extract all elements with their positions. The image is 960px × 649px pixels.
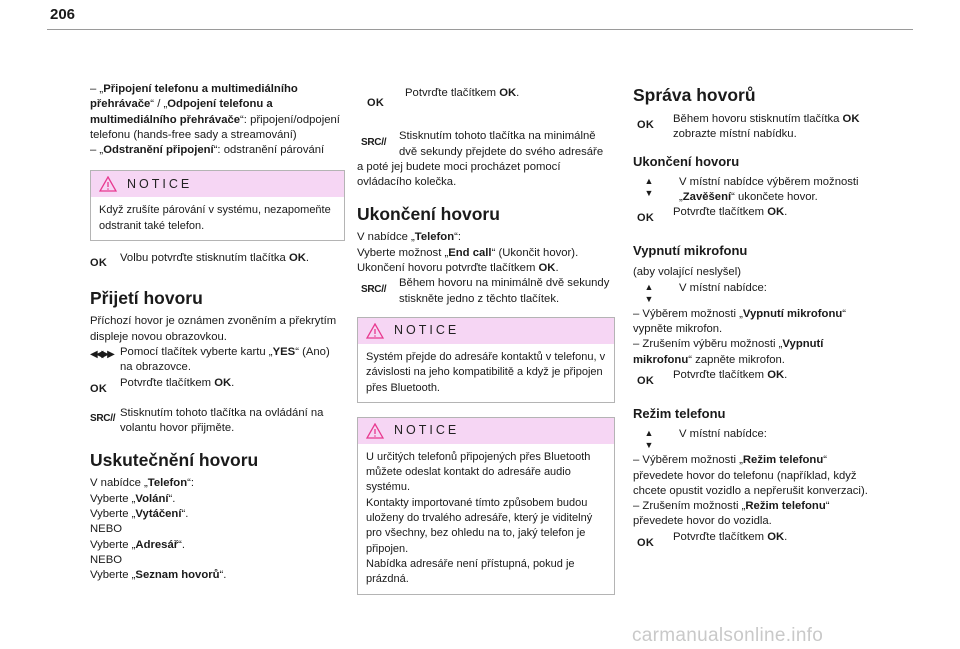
- notice-header: [358, 418, 614, 444]
- mute-step-1: – Výběrem možnosti „Vypnutí mikrofonu“ vypněte mikrofon.: [633, 307, 847, 336]
- subheading-mute: Vypnutí mikrofonu: [633, 243, 748, 259]
- list-item-remove: – „Odstranění připojení“: odstranění párování: [90, 144, 325, 157]
- manage-text: Během hovoru stisknutím tlačítka OK zobrazte místní nabídku.: [673, 113, 860, 141]
- src-text: Stisknutím tohoto tlačítka na ovládání na volantu hovor přijměte.: [120, 406, 324, 435]
- notice-body: Systém přejde do adresáře kontaktů v telefonu, v závislosti na jeho kompatibilitě a když je připojen přes Bluetooth.: [366, 350, 606, 394]
- warning-triangle-icon: [99, 176, 117, 192]
- arrows-row: [90, 345, 345, 376]
- heading-receive-call: Přijetí hovoru: [90, 288, 203, 309]
- end-call-row: [633, 175, 871, 206]
- notice-body: Když zrušíte párování v systému, nezapomeňte odstranit také telefon.: [99, 204, 331, 232]
- page-number: 206: [50, 6, 76, 23]
- call-or-1: NEBO: [90, 523, 123, 536]
- notice-title: NOTICE: [394, 423, 460, 438]
- ok-row: [90, 376, 345, 397]
- ok-row: [357, 86, 615, 111]
- src-text: Stisknutím tohoto tlačítka na minimálně dvě sekundy přejdete do svého adresáře: [399, 130, 604, 158]
- src2-text: Během hovoru na minimálně dvě sekundy stiskněte jedno z těchto tlačítek.: [399, 277, 610, 305]
- call-or-2: NEBO: [90, 553, 123, 566]
- mode-step-1: – Výběrem možnosti „Režim telefonu“ převedete hovor do telefonu (například, když chcete opustit vozidlo a nepřerušit konverzaci).: [633, 454, 868, 497]
- up-down-arrows-icon: ▲ ▼: [644, 281, 654, 304]
- ok-button-icon: OK: [637, 374, 655, 387]
- warning-triangle-icon: [366, 323, 384, 339]
- call-step-2: Vyberte „Volání“.: [90, 492, 176, 505]
- call-step-3: Vyberte „Vytáčení“.: [90, 508, 189, 521]
- ok-button-icon: OK: [637, 212, 655, 225]
- up-down-arrows-icon: ▲ ▼: [644, 428, 654, 451]
- src-row: [357, 129, 615, 160]
- column-1: [90, 82, 345, 584]
- up-down-arrows-icon: ▲ ▼: [644, 175, 654, 198]
- ok-confirm-text: Potvrďte tlačítkem OK.: [673, 206, 788, 219]
- column-2: [357, 82, 615, 595]
- call-step-4: Vyberte „Adresář“.: [90, 538, 186, 551]
- src-row: [90, 406, 345, 437]
- warning-triangle-icon: [366, 423, 384, 439]
- receive-text: Příchozí hovor je oznámen zvoněním a překrytím displeje novou obrazovkou.: [90, 315, 337, 343]
- header-rule: [47, 29, 913, 30]
- end-step-3: Ukončení hovoru potvrďte tlačítkem OK.: [357, 262, 559, 275]
- mute-intro: (aby volající neslyšel): [633, 266, 741, 279]
- local-menu-text: V místní nabídce:: [679, 428, 767, 441]
- end-call-text: V místní nabídce výběrem možnosti „Zavěšení“ ukončete hovor.: [679, 175, 859, 203]
- confirm-text: Volbu potvrďte stisknutím tlačítka OK.: [120, 252, 310, 265]
- notice-box-1: [90, 170, 345, 241]
- local-menu-row: [633, 427, 871, 451]
- arrows-text: Pomocí tlačítek vyberte kartu „YES“ (Ano) na obrazovce.: [120, 345, 330, 374]
- notice-paragraph: Kontakty importované tímto způsobem budou uloženy do trvalého adresáře, který je viditelný pro všechny, bez ohledu na to, jaký telefon je připojen.: [366, 496, 593, 555]
- seek-arrows-icon: ◀◀▶▶: [90, 348, 113, 360]
- heading-manage-calls: Správa hovorů: [633, 85, 756, 105]
- ok-row: [633, 368, 871, 389]
- subheading-phone-mode: Režim telefonu: [633, 406, 726, 422]
- notice-body: [358, 444, 614, 594]
- src-steering-button-icon: SRC//: [361, 284, 387, 296]
- notice-title: NOTICE: [394, 323, 460, 338]
- call-step-1: V nabídce „Telefon“:: [90, 477, 195, 490]
- end-step-1: V nabídce „Telefon“:: [357, 231, 462, 244]
- subheading-end-call: Ukončení hovoru: [633, 153, 740, 169]
- mute-step-2: – Zrušením výběru možnosti „Vypnutí mikrofonu“ zapněte mikrofon.: [633, 338, 824, 366]
- notice-paragraph: Nabídka adresáře není přístupná, pokud je prázdná.: [366, 557, 575, 586]
- src-text-continued: a poté jej budete moci procházet pomocí ovládacího kolečka.: [357, 160, 561, 189]
- watermark: carmanualsonline.info: [632, 625, 824, 646]
- ok-button-icon: OK: [367, 97, 385, 109]
- ok-confirm-text: Potvrďte tlačítkem OK.: [673, 530, 788, 543]
- ok-button-icon: OK: [637, 536, 655, 549]
- notice-box-2: [357, 317, 615, 403]
- notice-header: [358, 318, 614, 344]
- src-steering-button-icon: SRC//: [361, 137, 387, 149]
- ok-row: [633, 205, 871, 226]
- confirm-ok-row: [90, 251, 345, 271]
- manage-row: [633, 112, 871, 143]
- ok-confirm-text: Potvrďte tlačítkem OK.: [673, 368, 788, 381]
- ok-button-icon: OK: [637, 119, 655, 131]
- mode-step-2: – Zrušením možnosti „Režim telefonu“ převedete hovor do vozidla.: [633, 500, 830, 528]
- local-menu-text: V místní nabídce:: [679, 281, 767, 294]
- notice-box-3: [357, 417, 615, 595]
- src-row-2: [357, 276, 615, 307]
- ok-row: [633, 530, 871, 551]
- notice-paragraph: U určitých telefonů připojených přes Bluetooth můžete odeslat kontakt do adresáře audio systému.: [366, 450, 591, 494]
- notice-header: [91, 171, 344, 197]
- heading-end-call: Ukončení hovoru: [357, 204, 500, 225]
- local-menu-row: [633, 281, 871, 305]
- ok-confirm-text: Potvrďte tlačítkem OK.: [120, 376, 235, 389]
- call-step-5: Vyberte „Seznam hovorů“.: [90, 569, 227, 582]
- src-steering-button-icon: SRC//: [90, 412, 116, 424]
- notice-title: NOTICE: [127, 176, 193, 191]
- end-step-2: Vyberte možnost „End call“ (Ukončit hovor).: [357, 246, 579, 259]
- ok-button-icon: OK: [90, 257, 108, 270]
- list-item-connect: – „Připojení telefonu a multimediálního přehrávače“ / „Odpojení telefonu a multimediálního přehrávače“: připojení/odpojení telefonu (hands-free sady a streamování): [90, 83, 340, 141]
- ok-confirm-text: Potvrďte tlačítkem OK.: [405, 87, 520, 99]
- ok-button-icon: OK: [90, 382, 108, 395]
- heading-make-call: Uskutečnění hovoru: [90, 450, 259, 471]
- column-3: [633, 82, 871, 551]
